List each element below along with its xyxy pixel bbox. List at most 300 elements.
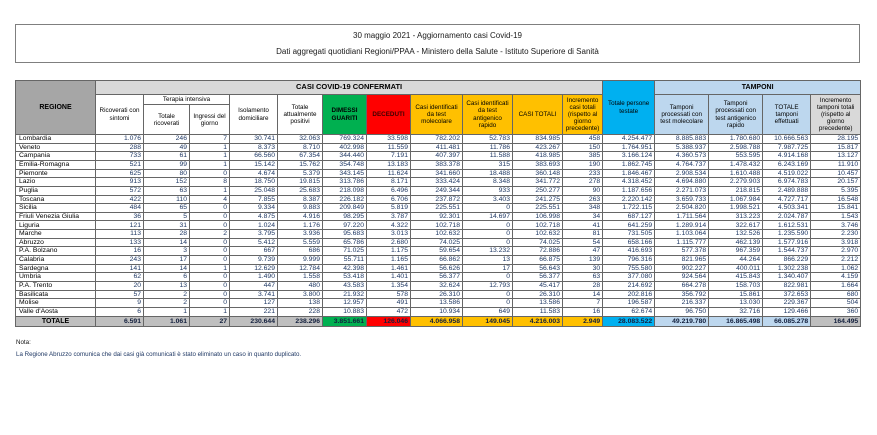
data-cell: 1.115.777 <box>655 238 709 247</box>
data-cell: 360 <box>811 307 861 316</box>
data-cell: 16 <box>96 247 144 256</box>
data-cell: 4.360.573 <box>655 152 709 161</box>
data-cell: 113 <box>96 230 144 239</box>
data-cell: 18.750 <box>230 178 278 187</box>
data-cell: 521 <box>96 160 144 169</box>
data-cell: 1.340.407 <box>763 273 811 282</box>
group-header-casi-confermati: CASI COVID-19 CONFERMATI <box>96 81 603 95</box>
data-cell: 1.062 <box>811 264 861 273</box>
table-row <box>16 186 861 195</box>
data-cell: 782.202 <box>411 135 463 144</box>
data-cell: 658.166 <box>603 238 655 247</box>
data-cell: 10.666.563 <box>763 135 811 144</box>
data-cell: 1.176 <box>278 221 323 230</box>
title-box <box>15 24 860 63</box>
data-cell: 15.861 <box>709 290 763 299</box>
data-cell: 102.632 <box>513 230 563 239</box>
data-cell: 2.230 <box>811 230 861 239</box>
total-cell: 6.591 <box>96 316 144 327</box>
data-cell: 423.267 <box>513 143 563 152</box>
data-cell: 769.324 <box>323 135 367 144</box>
region-name: P.A. Bolzano <box>16 247 96 256</box>
data-cell: 1.024 <box>230 221 278 230</box>
data-cell: 0 <box>190 238 230 247</box>
data-cell: 313.786 <box>323 178 367 187</box>
data-cell: 8.885.883 <box>655 135 709 144</box>
data-cell: 0 <box>190 273 230 282</box>
report-title: 30 maggio 2021 - Aggiornamento casi Covid-19 <box>353 31 522 41</box>
data-cell: 3.746 <box>811 221 861 230</box>
region-name: Molise <box>16 299 96 308</box>
data-cell: 65 <box>144 204 190 213</box>
total-row <box>16 316 861 327</box>
data-cell: 61 <box>144 152 190 161</box>
data-cell: 42.398 <box>323 264 367 273</box>
data-cell: 625 <box>96 169 144 178</box>
data-cell: 202.816 <box>603 290 655 299</box>
data-cell: 25.048 <box>230 186 278 195</box>
data-cell: 1.490 <box>230 273 278 282</box>
data-cell: 902.227 <box>655 264 709 273</box>
data-cell: 45.417 <box>513 281 563 290</box>
data-cell: 7 <box>563 299 603 308</box>
table-row <box>16 204 861 213</box>
data-cell: 313.223 <box>709 212 763 221</box>
data-cell: 11.588 <box>463 152 513 161</box>
region-name: Sardegna <box>16 264 96 273</box>
table-row <box>16 247 861 256</box>
col-header-casi-totali: CASI TOTALI <box>513 95 563 135</box>
table-row <box>16 256 861 265</box>
data-cell: 1.577.916 <box>763 238 811 247</box>
data-cell: 11.624 <box>367 169 411 178</box>
data-cell: 34 <box>563 212 603 221</box>
data-cell: 0 <box>463 290 513 299</box>
col-header-attualmente-positivi: Totale attualmente positivi <box>278 95 323 135</box>
data-cell: 0 <box>190 204 230 213</box>
data-cell: 237.872 <box>411 195 463 204</box>
data-cell: 667 <box>230 247 278 256</box>
data-cell: 416.693 <box>603 247 655 256</box>
data-cell: 0 <box>190 256 230 265</box>
data-cell: 2 <box>144 290 190 299</box>
group-header-terapia-intensiva: Terapia intensiva <box>144 95 230 105</box>
data-cell: 110 <box>144 195 190 204</box>
data-cell: 102.718 <box>513 221 563 230</box>
data-cell: 2.212 <box>811 256 861 265</box>
data-cell: 31 <box>144 221 190 230</box>
data-cell: 8.171 <box>367 178 411 187</box>
region-name: Marche <box>16 230 96 239</box>
data-cell: 360.148 <box>513 169 563 178</box>
total-cell: 27 <box>190 316 230 327</box>
col-header-casi-molecolare: Casi identificati da test molecolare <box>411 95 463 135</box>
data-cell: 686 <box>278 247 323 256</box>
data-cell: 278 <box>563 178 603 187</box>
data-cell: 72.886 <box>513 247 563 256</box>
data-cell: 7 <box>190 135 230 144</box>
region-name: Emilia-Romagna <box>16 160 96 169</box>
data-cell: 15.841 <box>811 204 861 213</box>
data-cell: 25.683 <box>278 186 323 195</box>
total-cell: 2.949 <box>563 316 603 327</box>
data-cell: 1.401 <box>367 273 411 282</box>
data-cell: 1.558 <box>278 273 323 282</box>
data-cell: 4.674 <box>230 169 278 178</box>
data-cell: 98.295 <box>323 212 367 221</box>
data-cell: 228 <box>278 307 323 316</box>
data-cell: 0 <box>463 238 513 247</box>
data-cell: 20.157 <box>811 178 861 187</box>
data-cell: 19.815 <box>278 178 323 187</box>
data-cell: 447 <box>230 281 278 290</box>
data-cell: 0 <box>190 299 230 308</box>
data-cell: 0 <box>190 212 230 221</box>
data-cell: 5.559 <box>278 238 323 247</box>
data-cell: 344.440 <box>323 152 367 161</box>
data-cell: 3.403 <box>463 195 513 204</box>
data-cell: 418.985 <box>513 152 563 161</box>
data-cell: 44.264 <box>709 256 763 265</box>
data-cell: 17 <box>144 256 190 265</box>
data-cell: 664.278 <box>655 281 709 290</box>
table-body <box>16 135 861 327</box>
data-cell: 66.560 <box>230 152 278 161</box>
data-cell: 3.741 <box>230 290 278 299</box>
region-name: Veneto <box>16 143 96 152</box>
note-text: La Regione Abruzzo comunica che dai casi già comunicati è stato eliminato un caso in quanto duplicato. <box>16 351 302 358</box>
data-cell: 5.388.937 <box>655 143 709 152</box>
total-cell: 66.085.278 <box>763 316 811 327</box>
data-cell: 33.598 <box>367 135 411 144</box>
data-cell: 139 <box>563 256 603 265</box>
data-cell: 5.379 <box>278 169 323 178</box>
data-cell: 150 <box>563 143 603 152</box>
data-cell: 322.617 <box>709 221 763 230</box>
total-cell: 4.216.003 <box>513 316 563 327</box>
data-cell: 4 <box>190 195 230 204</box>
data-cell: 1.610.488 <box>709 169 763 178</box>
data-cell: 0 <box>463 204 513 213</box>
data-cell: 226.182 <box>323 195 367 204</box>
data-cell: 209.849 <box>323 204 367 213</box>
data-cell: 80 <box>144 169 190 178</box>
data-cell: 1.289.914 <box>655 221 709 230</box>
data-cell: 1.187.656 <box>603 186 655 195</box>
table-row <box>16 169 861 178</box>
total-cell: 4.066.958 <box>411 316 463 327</box>
data-cell: 3.166.124 <box>603 152 655 161</box>
data-cell: 0 <box>463 221 513 230</box>
data-cell: 4.694.880 <box>655 178 709 187</box>
data-cell: 10.883 <box>323 307 367 316</box>
data-cell: 491 <box>367 299 411 308</box>
data-cell: 288 <box>96 143 144 152</box>
data-cell: 933 <box>463 186 513 195</box>
data-cell: 17 <box>463 264 513 273</box>
data-cell: 2 <box>144 299 190 308</box>
data-cell: 411.481 <box>411 143 463 152</box>
data-cell: 1.722.115 <box>603 204 655 213</box>
data-cell: 377.080 <box>603 273 655 282</box>
data-cell: 32.716 <box>709 307 763 316</box>
data-cell: 14 <box>563 290 603 299</box>
data-cell: 1.711.564 <box>655 212 709 221</box>
data-cell: 11.583 <box>513 307 563 316</box>
data-cell: 1.103.064 <box>655 230 709 239</box>
data-cell: 1.862.745 <box>603 160 655 169</box>
region-name: Piemonte <box>16 169 96 178</box>
data-cell: 821.965 <box>655 256 709 265</box>
data-cell: 1.461 <box>367 264 411 273</box>
data-cell: 6.974.783 <box>763 178 811 187</box>
data-cell: 59.654 <box>411 247 463 256</box>
data-cell: 649 <box>463 307 513 316</box>
covid-data-table <box>15 80 861 327</box>
data-cell: 4.254.477 <box>603 135 655 144</box>
data-cell: 71.025 <box>323 247 367 256</box>
data-cell: 249.344 <box>411 186 463 195</box>
data-cell: 67.354 <box>278 152 323 161</box>
data-cell: 4.727.717 <box>763 195 811 204</box>
data-cell: 0 <box>190 281 230 290</box>
data-cell: 30.741 <box>230 135 278 144</box>
data-cell: 341.660 <box>411 169 463 178</box>
data-cell: 4.875 <box>230 212 278 221</box>
data-cell: 49 <box>144 143 190 152</box>
data-cell: 5 <box>144 212 190 221</box>
data-cell: 5.412 <box>230 238 278 247</box>
table-row <box>16 307 861 316</box>
data-cell: 129.466 <box>763 307 811 316</box>
data-cell: 13.183 <box>367 160 411 169</box>
data-cell: 9.739 <box>230 256 278 265</box>
data-cell: 11.559 <box>367 143 411 152</box>
data-cell: 218.098 <box>323 186 367 195</box>
data-cell: 43.583 <box>323 281 367 290</box>
data-cell: 13.586 <box>513 299 563 308</box>
table-row <box>16 195 861 204</box>
data-cell: 10.934 <box>411 307 463 316</box>
data-cell: 1 <box>190 143 230 152</box>
data-cell: 6.706 <box>367 195 411 204</box>
total-cell: 49.219.780 <box>655 316 709 327</box>
data-cell: 400.011 <box>709 264 763 273</box>
data-cell: 121 <box>96 221 144 230</box>
data-cell: 14 <box>144 264 190 273</box>
data-cell: 12.793 <box>463 281 513 290</box>
data-cell: 12.784 <box>278 264 323 273</box>
data-cell: 383.378 <box>411 160 463 169</box>
data-cell: 133 <box>96 238 144 247</box>
data-cell: 15.762 <box>278 160 323 169</box>
data-cell: 56.377 <box>513 273 563 282</box>
table-row <box>16 238 861 247</box>
data-cell: 90 <box>563 186 603 195</box>
region-name: Toscana <box>16 195 96 204</box>
data-cell: 13.232 <box>463 247 513 256</box>
data-cell: 95.683 <box>323 230 367 239</box>
region-name: Puglia <box>16 186 96 195</box>
total-cell: 126.046 <box>367 316 411 327</box>
data-cell: 28.195 <box>811 135 861 144</box>
col-header-casi-antigenico: Casi identificati da test antigenico rapido <box>463 95 513 135</box>
data-cell: 9.999 <box>278 256 323 265</box>
table-row <box>16 178 861 187</box>
region-name: Basilicata <box>16 290 96 299</box>
data-cell: 3.918 <box>811 238 861 247</box>
data-cell: 7.987.725 <box>763 143 811 152</box>
data-cell: 56.643 <box>513 264 563 273</box>
region-name: P.A. Trento <box>16 281 96 290</box>
data-cell: 4.916 <box>278 212 323 221</box>
data-cell: 834.985 <box>513 135 563 144</box>
total-cell: 3.851.661 <box>323 316 367 327</box>
data-cell: 462.139 <box>709 238 763 247</box>
data-cell: 4.914.168 <box>763 152 811 161</box>
data-cell: 63 <box>144 186 190 195</box>
data-cell: 2.271.073 <box>655 186 709 195</box>
col-header-persone-testate: Totale persone testate <box>603 81 655 135</box>
data-cell: 52.783 <box>463 135 513 144</box>
data-cell: 15.142 <box>230 160 278 169</box>
data-cell: 480 <box>278 281 323 290</box>
col-header-tamponi-molecolare: Tamponi processati con test molecolare <box>655 95 709 135</box>
data-cell: 822.981 <box>763 281 811 290</box>
data-cell: 731.505 <box>603 230 655 239</box>
col-header-regione: REGIONE <box>16 81 96 135</box>
data-cell: 221 <box>230 307 278 316</box>
region-name: Calabria <box>16 256 96 265</box>
data-cell: 1.478.432 <box>709 160 763 169</box>
data-cell: 354.748 <box>323 160 367 169</box>
data-cell: 1.780.680 <box>709 135 763 144</box>
data-cell: 102.632 <box>411 230 463 239</box>
data-cell: 66.862 <box>411 256 463 265</box>
data-cell: 383.693 <box>513 160 563 169</box>
total-cell: 164.495 <box>811 316 861 327</box>
data-cell: 2.489.888 <box>763 186 811 195</box>
data-cell: 0 <box>190 290 230 299</box>
data-cell: 1.235.590 <box>763 230 811 239</box>
data-cell: 229.367 <box>763 299 811 308</box>
data-cell: 12.629 <box>230 264 278 273</box>
data-cell: 74.025 <box>411 238 463 247</box>
data-cell: 8.373 <box>230 143 278 152</box>
data-cell: 8 <box>190 178 230 187</box>
data-cell: 54 <box>563 238 603 247</box>
data-cell: 16.548 <box>811 195 861 204</box>
table-row <box>16 135 861 144</box>
data-cell: 680 <box>811 290 861 299</box>
data-cell: 1.544.737 <box>763 247 811 256</box>
data-cell: 62 <box>96 273 144 282</box>
region-name: Lazio <box>16 178 96 187</box>
table-row <box>16 281 861 290</box>
data-cell: 572 <box>96 186 144 195</box>
data-cell: 20 <box>96 281 144 290</box>
data-cell: 30 <box>563 264 603 273</box>
data-cell: 402.998 <box>323 143 367 152</box>
col-header-isolamento: Isolamento domiciliare <box>230 95 278 135</box>
data-cell: 348 <box>563 204 603 213</box>
data-cell: 13 <box>144 281 190 290</box>
data-cell: 8.387 <box>278 195 323 204</box>
data-cell: 1.354 <box>367 281 411 290</box>
data-cell: 4.503.341 <box>763 204 811 213</box>
data-cell: 127 <box>230 299 278 308</box>
data-cell: 21.932 <box>323 290 367 299</box>
table-row <box>16 143 861 152</box>
data-cell: 66.875 <box>513 256 563 265</box>
data-cell: 216.337 <box>655 299 709 308</box>
table-row <box>16 160 861 169</box>
data-cell: 1 <box>190 186 230 195</box>
data-cell: 12.957 <box>323 299 367 308</box>
data-cell: 2.220.142 <box>603 195 655 204</box>
data-cell: 13.030 <box>709 299 763 308</box>
data-cell: 1.067.984 <box>709 195 763 204</box>
table-row <box>16 152 861 161</box>
col-header-ti-totale: Totale ricoverati <box>144 105 190 135</box>
data-cell: 92.301 <box>411 212 463 221</box>
data-cell: 2.598.788 <box>709 143 763 152</box>
data-cell: 28 <box>144 230 190 239</box>
col-header-ricoverati: Ricoverati con sintomi <box>96 95 144 135</box>
col-header-incremento-tamponi: Incremento tamponi totali (rispetto al giorno precedente) <box>811 95 861 135</box>
data-cell: 9 <box>96 299 144 308</box>
col-header-tamponi-antigenico: Tamponi processati con test antigenico rapido <box>709 95 763 135</box>
table-row <box>16 264 861 273</box>
data-cell: 106.998 <box>513 212 563 221</box>
data-cell: 1.846.467 <box>603 169 655 178</box>
data-cell: 26.310 <box>411 290 463 299</box>
table-row <box>16 273 861 282</box>
data-cell: 16 <box>563 307 603 316</box>
data-cell: 55.711 <box>323 256 367 265</box>
data-cell: 3.659.733 <box>655 195 709 204</box>
data-cell: 250.277 <box>513 186 563 195</box>
data-cell: 578 <box>367 290 411 299</box>
group-header-tamponi: TAMPONI <box>655 81 861 95</box>
data-cell: 11.786 <box>463 143 513 152</box>
data-cell: 1.764.951 <box>603 143 655 152</box>
total-cell: 230.644 <box>230 316 278 327</box>
data-cell: 1 <box>144 307 190 316</box>
data-cell: 6 <box>96 307 144 316</box>
data-cell: 372.653 <box>763 290 811 299</box>
data-cell: 11.910 <box>811 160 861 169</box>
data-cell: 158.703 <box>709 281 763 290</box>
note-label: Nota: <box>16 339 31 346</box>
data-cell: 243 <box>96 256 144 265</box>
data-cell: 62.674 <box>603 307 655 316</box>
data-cell: 13 <box>463 256 513 265</box>
data-cell: 0 <box>463 273 513 282</box>
total-cell: 28.083.522 <box>603 316 655 327</box>
data-cell: 913 <box>96 178 144 187</box>
data-cell: 18.488 <box>463 169 513 178</box>
data-cell: 26.310 <box>513 290 563 299</box>
data-cell: 385 <box>563 152 603 161</box>
data-cell: 1.076 <box>96 135 144 144</box>
data-cell: 343.145 <box>323 169 367 178</box>
data-cell: 9.883 <box>278 204 323 213</box>
data-cell: 1.175 <box>367 247 411 256</box>
data-cell: 132.526 <box>709 230 763 239</box>
total-cell: 1.061 <box>144 316 190 327</box>
data-cell: 99 <box>144 160 190 169</box>
